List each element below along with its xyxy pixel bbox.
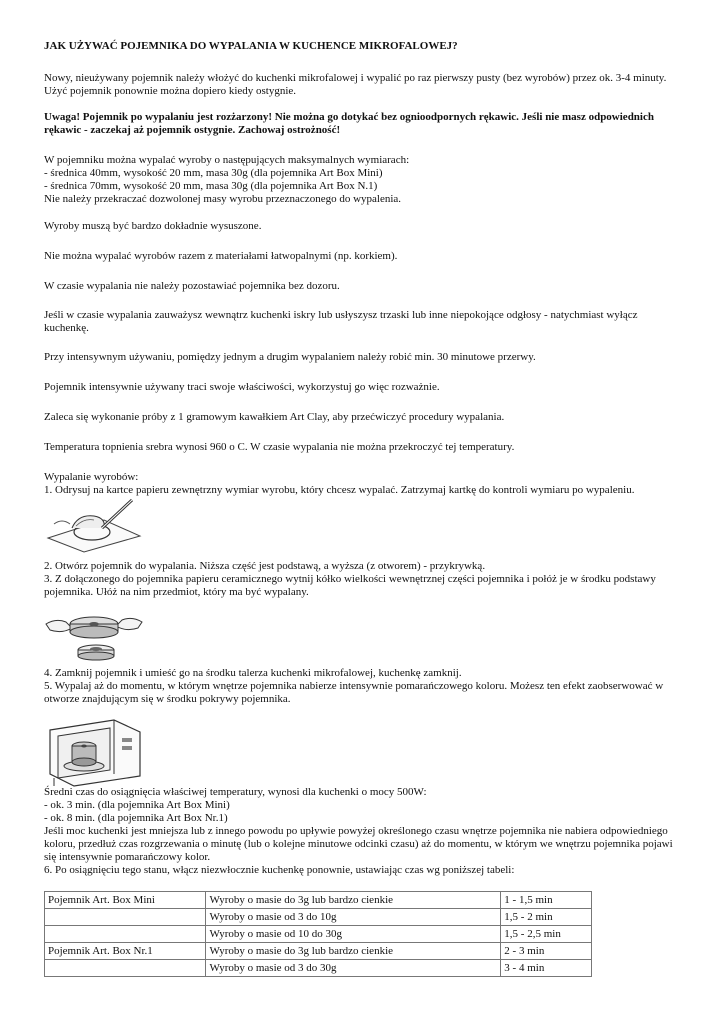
text-line: - ok. 3 min. (dla pojemnika Art Box Mini) [44,799,230,811]
paragraph-warning [44,111,684,137]
microwave-illustration [44,716,144,788]
text-line: 4. Zamknij pojemnik i umieść go na środku talerza kuchenki mikrofalowej, kuchenkę zamknij. [44,667,462,679]
text-line: Nie należy przekraczać dozwolonej masy wyrobu przeznaczonego do wypalenia. [44,193,402,205]
table-cell-item: Wyroby o masie od 10 do 30g [206,926,501,943]
text-line: pojemnika. Ułóż na nim przedmiot, który ma być wypalany. [44,586,309,598]
text-line: 2. Otwórz pojemnik do wypalania. Niższa część jest podstawą, a wyższa (z otworem) - przykrywką. [44,560,486,572]
text-line: Średni czas do osiągnięcia właściwej temperatury, wynosi dla kuchenki o mocy 500W: [44,786,427,798]
table-cell-container [45,926,206,943]
table-row [45,926,592,943]
text-line: - ok. 8 min. (dla pojemnika Art Box Nr.1) [44,812,228,824]
paragraph-silver: Temperatura topnienia srebra wynosi 960 o C. W czasie wypalania nie można przekroczyć tej temperatury. [44,441,515,453]
text-line: Użyć pojemnik ponownie można dopiero kiedy ostygnie. [44,85,297,97]
table-row [45,960,592,977]
text-line: 1. Odrysuj na kartce papieru zewnętrzny wymiar wyrobu, który chcesz wypalać. Zatrzymaj kartkę do kontroli wymiaru po wypaleniu. [44,484,635,496]
text-line: - średnica 70mm, wysokość 20 mm, masa 30g (dla pojemnika Art Box N.1) [44,180,378,192]
paragraph-dry: Wyroby muszą być bardzo dokładnie wysuszone. [44,220,262,232]
text-line: 6. Po osiągnięciu tego stanu, włącz niezwłocznie kuchenkę ponownie, ustawiając czas wg poniższej tabeli: [44,864,515,876]
text-line: rękawic - zaczekaj aż pojemnik ostygnie. Zachowaj ostrożność! [44,124,341,136]
text-line: Jeśli moc kuchenki jest mniejsza lub z innego powodu po upływie powyżej określonego czasu wnętrze pojemnika nie nabiera odpowiedniego [44,825,668,837]
table-cell-item: Wyroby o masie do 3g lub bardzo cienkie [206,943,501,960]
paragraph-flammable: Nie można wypalać wyrobów razem z materiałami łatwopalnymi (np. korkiem). [44,250,398,262]
paragraph-step2-3 [44,560,684,599]
paragraph-dimensions [44,154,684,206]
table-cell-container: Pojemnik Art. Box Nr.1 [45,943,206,960]
paragraph-step4-5 [44,667,684,706]
text-line: - średnica 40mm, wysokość 20 mm, masa 30g (dla pojemnika Art Box Mini) [44,167,383,179]
text-line: 5. Wypalaj aż do momentu, w którym wnętrze pojemnika nabierze intensywnie pomarańczowego koloru. Możesz ten efekt zaobserwować w [44,680,664,692]
text-line: 3. Z dołączonego do pojemnika papieru ceramicznego wytnij kółko wielkości wewnętrznej części pojemnika i połóż je w środku podstawy [44,573,656,585]
table-cell-time: 2 - 3 min [501,943,592,960]
table-cell-item: Wyroby o masie od 3 do 30g [206,960,501,977]
paragraph-intro [44,72,684,98]
text-line: Wypalanie wyrobów: [44,471,139,483]
text-line: się intensywnie pomarańczowy kolor. [44,851,211,863]
paragraph-trial: Zaleca się wykonanie próby z 1 gramowym kawałkiem Art Clay, aby przećwiczyć procedury wypalania. [44,411,505,423]
text-line: kuchenkę. [44,322,89,334]
open-container-illustration [44,604,144,662]
table-cell-time: 3 - 4 min [501,960,592,977]
table-row [45,892,592,909]
table-cell-container [45,960,206,977]
drawing-outline-illustration [44,498,144,554]
text-line: W pojemniku można wypalać wyroby o następujących maksymalnych wymiarach: [44,154,410,166]
text-line: koloru, przedłuż czas rozgrzewania o minutę (lub o kolejne minutowe odcinki czasu) aż do momentu, w którym we wnętrzu pojemnika pojawi [44,838,673,850]
paragraph-supervise: W czasie wypalania nie należy pozostawiać pojemnika bez dozoru. [44,280,340,292]
table-cell-time: 1,5 - 2 min [501,909,592,926]
paragraph-wear: Pojemnik intensywnie używany traci swoje właściwości, wykorzystuj go więc rozważnie. [44,381,440,393]
table-cell-item: Wyroby o masie od 3 do 10g [206,909,501,926]
paragraph-timing [44,786,684,877]
table-cell-time: 1 - 1,5 min [501,892,592,909]
firing-time-table [44,891,592,977]
paragraph-breaks: Przy intensywnym używaniu, pomiędzy jednym a drugim wypalaniem należy robić min. 30 minutowe przerwy. [44,351,536,363]
table-cell-item: Wyroby o masie do 3g lub bardzo cienkie [206,892,501,909]
text-line: Jeśli w czasie wypalania zauważysz wewnątrz kuchenki iskry lub usłyszysz trzaski lub inne niepokojące odgłosy - natychmiast wyłącz [44,309,638,321]
paragraph-sparks [44,309,684,335]
text-line: Uwaga! Pojemnik po wypalaniu jest rozżarzony! Nie można go dotykać bez ognioodpornych rękawic. Jeśli nie masz odpowiednich [44,111,654,123]
table-cell-container: Pojemnik Art. Box Mini [45,892,206,909]
paragraph-step1 [44,471,684,497]
table-row [45,943,592,960]
document-title: JAK UŻYWAĆ POJEMNIKA DO WYPALANIA W KUCHENCE MIKROFALOWEJ? [44,40,458,52]
text-line: Nowy, nieużywany pojemnik należy włożyć do kuchenki mikrofalowej i wypalić po raz pierwszy pusty (bez wyrobów) przez ok. 3-4 minuty. [44,72,667,84]
table-cell-time: 1,5 - 2,5 min [501,926,592,943]
text-line: otworze znajdującym się w środku pokrywy pojemnika. [44,693,291,705]
table-cell-container [45,909,206,926]
table-row [45,909,592,926]
